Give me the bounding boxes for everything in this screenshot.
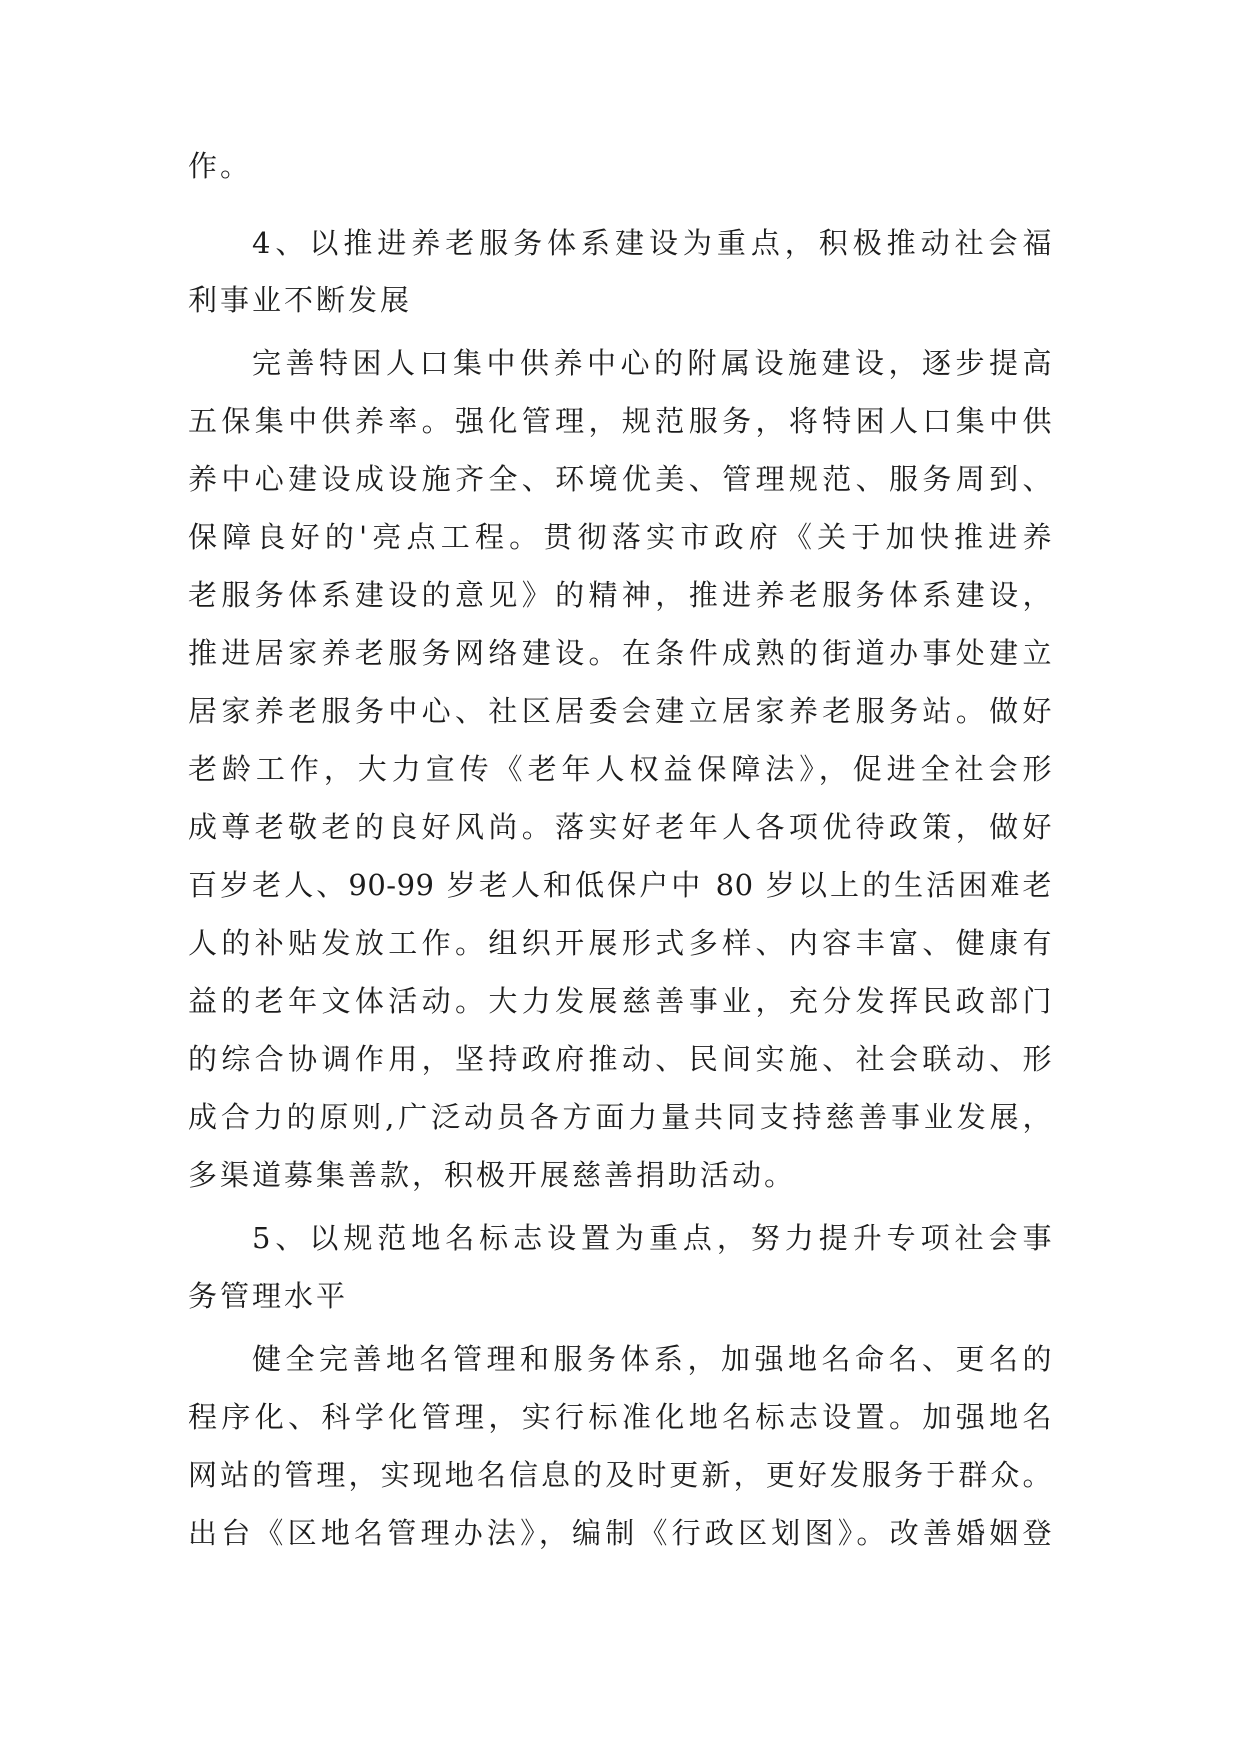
text-line: 养中心建设成设施齐全、环境优美、管理规范、服务周到、	[188, 462, 1052, 496]
heading-line: 5、以规范地名标志设置为重点，努力提升专项社会事	[252, 1221, 1052, 1255]
text-line: 网站的管理，实现地名信息的及时更新，更好发服务于群众。	[188, 1458, 1052, 1492]
text-line: 成合力的原则,广泛动员各方面力量共同支持慈善事业发展，	[188, 1100, 1052, 1134]
text-line: 作。	[188, 149, 253, 183]
text-line: 出台《区地名管理办法》，编制《行政区划图》。改善婚姻登	[188, 1516, 1052, 1550]
text-line: 程序化、科学化管理，实行标准化地名标志设置。加强地名	[188, 1400, 1052, 1434]
text-line: 完善特困人口集中供养中心的附属设施建设，逐步提高	[252, 346, 1052, 380]
heading-line: 务管理水平	[188, 1279, 349, 1313]
heading-line: 4、以推进养老服务体系建设为重点，积极推动社会福	[252, 226, 1052, 260]
text-line: 老服务体系建设的意见》的精神，推进养老服务体系建设，	[188, 578, 1052, 612]
text-line: 益的老年文体活动。大力发展慈善事业，充分发挥民政部门	[188, 984, 1052, 1018]
text-line: 保障良好的'亮点工程。贯彻落实市政府《关于加快推进养	[188, 520, 1052, 554]
text-line: 健全完善地名管理和服务体系，加强地名命名、更名的	[252, 1342, 1052, 1376]
text-line: 五保集中供养率。强化管理，规范服务，将特困人口集中供	[188, 404, 1052, 438]
text-line: 成尊老敬老的良好风尚。落实好老年人各项优待政策，做好	[188, 810, 1052, 844]
text-line: 推进居家养老服务网络建设。在条件成熟的街道办事处建立	[188, 636, 1052, 670]
heading-line: 利事业不断发展	[188, 283, 413, 317]
text-line: 的综合协调作用，坚持政府推动、民间实施、社会联动、形	[188, 1042, 1052, 1076]
text-line: 老龄工作，大力宣传《老年人权益保障法》，促进全社会形	[188, 752, 1052, 786]
text-line: 居家养老服务中心、社区居委会建立居家养老服务站。做好	[188, 694, 1052, 728]
text-line: 人的补贴发放工作。组织开展形式多样、内容丰富、健康有	[188, 926, 1052, 960]
text-line: 百岁老人、90-99 岁老人和低保户中 80 岁以上的生活困难老	[188, 868, 1052, 902]
text-line: 多渠道募集善款，积极开展慈善捐助活动。	[188, 1158, 797, 1192]
